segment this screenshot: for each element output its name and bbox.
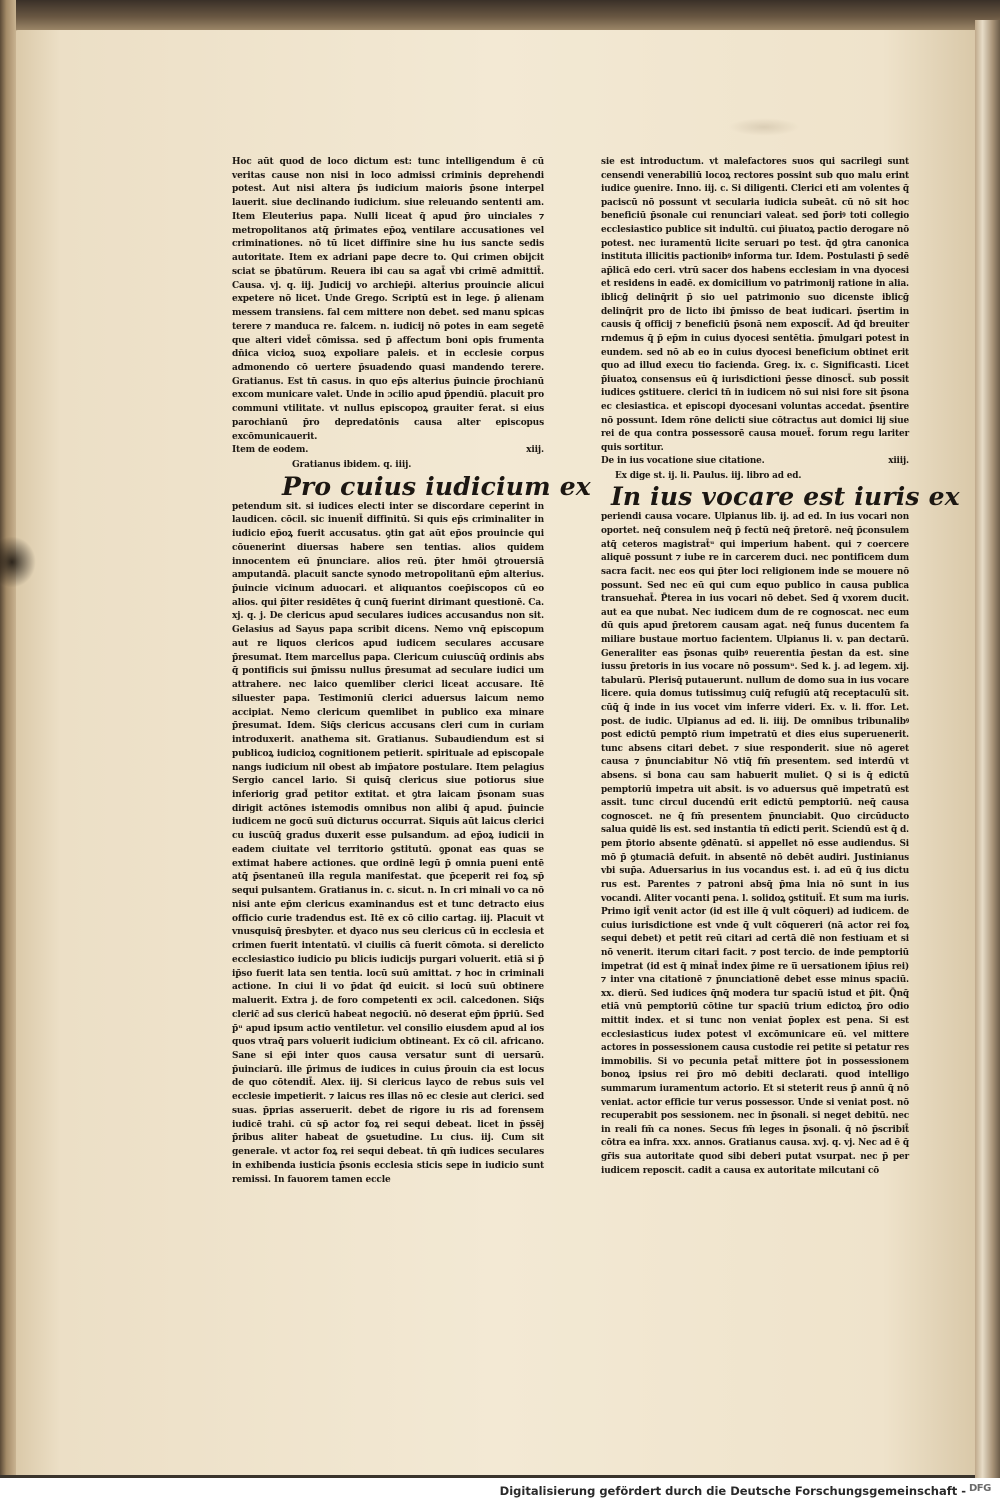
left-reference-label: Item de eodem. (232, 445, 309, 456)
right-reference-number: xiiij. (888, 456, 909, 467)
book-left-edge (0, 0, 16, 1475)
page-stain (728, 118, 800, 136)
ink-blot (0, 532, 40, 592)
left-body-text-2: petendum sit. si iudices electi inter se discordare ceperint in laudicen. cōcil. sic inuenit̄ diffinitū. Si quis ep̄s criminaliter in iudicio ep̄oꝝ fuerit accusatus. ꝯtin gat aūt ep̄os prouincie qui cōuenerint diuersas habere sen tentias. alios quidem innocentem eū p̄nunciare. alios reū. p̄ter hmōi ꝯtrouersiā amputandā. placuit sancte synodo metropolitanū ep̄m alterius. p̄uincie vicinum aduocari. et aliquantos coep̄iscopos cū eo alios. qui p̄iter residētes q̄ cunq̄ fuerint dirimant questionē. Ca. xj. q. j. De clericus apud seculares iudices accusandus non sit. Gelasius ad Sayus papa scribit dicens. Nemo vnq̄ episcopum aut re liquos clericos apud iudicem seculares accusare p̄resumat. Item marcellus papa. Clericum cuiuscūq̄ ordinis abs q̄ pontificis sui p̄missu nullus p̄resumat ad seculare iudici um attrahere. nec laico quemliber clerici liceat accusare. Itē siluester papa. Testimoniū clerici aduersus laicum nemo accipiat. Nemo clericum quemlibet in publico exa minare p̄resumat. Idem. Siq̄s clericus accusans cleri cum in curiam introduxerit. anathema sit. Gratianus. Subaudiendum est si publicoꝝ iudicioꝝ cognitionem petierit. spirituale ad episcopale nangs iudicium nil obest ab imp̄atore postulare. Item pelagius Sergio cancel lario. Si quisq̄ clericus siue potiorus siue inferiorig grad̄ petitor extitat. et ꝯtra laicam p̄sonam suas dirigit actōnes istemodis omnibus non alibi q̄ apud. p̄uincie iudicem ne gocū suū dicturus occurrat. Siquis aūt laicus clerici cu iuscūq̄ gradus duxerit esse pulsandum. ad ep̄oꝝ iudicii in eadem ciuitate vel territorio ꝯstitutū. ꝯponat eas quas se extimat habere actiones. que ordinē legū p̄ omnia pueni entē atq̄ p̄sentaneū illa regula manifestat. que p̄ceperit rei foꝝ sp̄ sequi pulsantem. Gratianus in. c. sicut. n. In cri minali vo ca nō nisi ante ep̄m clericus examinandus est et tunc detracto eius officio curie tradendus est. Itē ex cō cilio cartag. iij. Placuit vt vnusquisq̄ p̄resbyter. et dyaco nus seu clericus cū in ecclesia et crimen fuerit intentatū. vl ciuilis cā fuerit cōmota. si derelicto ecclesiastico iudicio pu blicis iudicijs purgari voluerit. etiā si p̄ ip̄so fuerit lata sen tentia. locū suū amittat. ⁊ hoc in criminali actione. In ciui li vo p̄dat q̄d euicit. si locū suū obtinere maluerit. Extra j. de foro competenti ex ɔcil. calcedonen. Siq̄s cleric̄ ad̄ sus clericū habeat negociū. nō deserat ep̄m p̄priū. Sed p̄ᵘ apud ipsum actio ventiletur. vel consilio eiusdem apud al ios quos vtraq̄ pars voluerit iudicium obtineant. Ex cō cil. africano. Sane si ep̄i inter quos causa versatur sunt di uersarū. p̄uinciarū. ille p̄rimus de iudices in cuius p̄rouin cia est locus de quo cōtendit̄. Alex. iij. Si clericus layco de rebus suis vel ecclesie impetierit. ⁊ laicus res illas nō ec clesie aut clerici. sed suas. p̄prias asseruerit. debet de rigore iu ris ad forensem iudicē trahi. cū sp̄ actor foꝝ rei sequi debeat. licet in p̄ssēj p̄ribus aliter habeat de ꝯsuetudine. Lu cius. iij. Cum sit generale. vt actor foꝝ rei sequi debeat. tn̄ qm̄ iudices seculares in exhibenda iusticia p̄sonis ecclesia sticis sepe in iudicio sunt remissi. In fauorem tamen eccle (232, 501, 544, 1185)
left-body-text-1: Hoc aūt quod de loco dictum est: tunc intelligendum ē cū veritas cause non nisi in loco admissi criminis deprehendi potest. Aut nisi altera p̄s iudicium maioris p̄sone interpel lauerit. siue declinando iudicium. siue releuando sententi am. Item Eleuterius papa. Nulli liceat q̄ apud p̄ro uinciales ⁊ metropolitanos atq̄ p̄rimates ep̄oꝝ ventilare accusationes vel criminationes. nō tū licet diffinire sine hu ius sancte sedis autoritate. Item ex adriani pape decre to. Qui crimen obijcit sciat se p̄batūrum. Reuera ibi cau sa agat̄ vbi crimē admittit̄. Causa. vj. q. iij. Judicij vo archiep̄i. alterius prouincie alicui expetere nō licet. Unde Grego. Scriptū est in lege. p̄ alienam messem transiens. fal cem mittere non debet. sed manu spicas terere ⁊ manduca re. falcem. n. iudicij nō potes in eam segetē que alteri videt̄ cōmissa. sed p̄ affectum boni opis frumenta dn̄ica vicioꝝ suoꝝ expoliare paleis. et in ecclesie corpus admonendo cō uertere p̄suadendo quasi mandendo terere. Gratianus. Est tn̄ casus. in quo ep̄s alterius p̄uincie p̄rochianū excom municare valet. Unde in ɔcilio apud p̄pendiū. placuit pro communi vtilitate. vt nullus episcopoꝝ grauiter ferat. si eius parochianū p̄ro depredatōnis causa alter episcopus excōmunicauerit. (232, 157, 544, 442)
right-body-text-1: sie est introductum. vt malefactores suos qui sacrilegi sunt censendi venerabiliū locoꝝ rectores possint sub quo malu erint iudice ꝯuenire. Inno. iij. c. Si diligenti. Clerici eti am volentes q̄ paciscū nō possunt vt secularia iudicia subeāt. cū nō sit hoc beneficiū p̄sonale cui renunciari valeat. sed p̄oriꝰ toti collegio ecclesiastico publice sit indultū. cui p̄iuatoꝝ pactio derogare nō potest. nec iuramentū licite seruari po test. q̄d ꝯtra canonica instituta illicitis pactionibꝰ informa tur. Idem. Postulasti p̄ sedē ap̄licā edo ceri. vtrū sacer dos habens ecclesiam in vna dyocesi et residens in eadē. ex domicilium vo patrimonij ratione in alia. iblicḡ delinq̄rit p̄ sio uel patrimonio suo dicenste iblicḡ delinq̄rit pro de licto ibi p̄misso de beat iudicari. p̄sertim in causis q̄ officij ⁊ beneficiū p̄sonā nem exposcit̄. Ad q̄d breuiter rndemus q̄ p̄ ep̄m in cuius dyocesi sentētia. p̄mulgari potest in eundem. sed nō ab eo in cuius dyocesi beneficium obtinet erit quo ad illud execu tio facienda. Greg. ix. c. Significasti. Licet p̄iuatoꝝ consensus eū q̄ iurisdictioni p̄esse dinosct̄. sub possit iudices ꝯstituere. clerici tn̄ in iudicem nō sui nisi fore sit p̄sona ec clesiastica. et episcopi dyocesani voluntas accedat. p̄sentire nō possunt. Idem rōne delicti siue cōtractus aut domici lij siue rei de qua contra possessorē causa mouet̄. forum regu lariter quis sortitur. (601, 157, 909, 453)
dfg-logo: DFG (969, 1483, 991, 1494)
footer-credit: Digitalisierung gefördert durch die Deutsche Forschungsgemeinschaft - (499, 1484, 966, 1498)
left-text-column (232, 156, 591, 1187)
right-display-initial-line: In ius vocare est iuris ex (611, 482, 960, 512)
right-text-column (601, 156, 960, 1178)
right-reference-heading (601, 455, 909, 469)
right-reference-label: De in ius vocatione siue citatione. (601, 456, 765, 467)
left-reference-number: xiij. (526, 445, 544, 456)
right-body-text-2: periendi causa vocare. Ulpianus lib. ij. ad ed. In ius vocari non oportet. neq̄ consulem neq̄ p̄ fectū neq̄ p̄retorē. neq̄ p̄consulem atq̄ ceteros magistrat̄ᵘ qui imperium habent. qui ⁊ coercere aliquē possunt ⁊ iube re in carcerem duci. nec pontificem dum sacra facit. nec eos qui p̄ter loci religionem inde se mouere nō possunt. Sed nec eū qui cum equo publico in causa publica transuehat̄. P̄terea in ius vocari nō debet. Sed q̄ vxorem ducit. aut ea que nubat. Nec iudicem dum de re cognoscat. nec eum dū quis apud p̄retorem causam agat. neq̄ funus ducentem fa miliare bustaue mortuo facientem. Ulpianus li. v. pan dectarū. Generaliter eas p̄sonas quibꝰ reuerentia p̄estan da est. sine iussu p̄retoris in ius vocare nō possumᵘ. Sed k. j. ad legem. xij. tabularū. Plerisq̄ putauerunt. nullum de domo sua in ius vocare licere. quia domus tutissimuꝫ cuiq̄ refugiū atq̄ receptaculū sit. cūq̄ q̄ inde in ius vocet vim inferre videri. Ex. v. li. ffor. Let. post. de iudic. Ulpianus ad ed. li. iiij. De omnibus tribunalibꝰ post edictū pemptō rium impetratū et dies eius superuenerit. tunc absens citari debet. ⁊ siue responderit. siue nō ageret causa ⁊ p̄nunciabitur Nō vtiq̄ fm̄ presentem. sed interdū vt absens. si bona cau sam habuerit muliet. Q si is q̄ edictū pemptoriū impetra uit absit. is vo aduersus quē impetratū est assit. tunc circul ducendū erit edictū pemptoriū. neq̄ causa cognoscet. ne q̄ fm̄ presentem p̄nunciabit. Quo circūducto salua quidē lis est. sed instantia tn̄ edicti perit. Sciendū est q̄ d. pem p̄torio absente ꝯdēnatū. si appellet nō esse audiendus. Si mō p̄ ꝯtumaciā defuit. in absentē nō debēt audiri. Justinianus vbi sup̄a. Aduersarius in ius vocandus est. i. ad eū q̄ ius dictu rus est. Parentes ⁊ patroni absq̄ p̄ma lnia nō sunt in ius vocandi. Aliter vocanti pena. l. solidoꝝ ꝯstituit̄. Et sum ma iuris. Primo igit̄ venit actor (id est ille q̄ vult cōqueri) ad iudicem. de cuius iurisdictione est vnde q̄ vult cōquereri (nā actor rei foꝝ sequi debet) et petit reū citari ad certā diē non festiuam et si nō venerit. iterum citari facit. ⁊ post tercio. de inde pemptoriū impetrat (id est q̄ minat̄ index p̄ime re u̅ uersationem ip̄ius rei) ⁊ inter vna citationē ⁊ p̄nunciationē debet esse minus spaciū. xx. dierū. Sed iudices q̄nq̄ modera tur spaciū istud et p̄it. Q̄nq̄ etiā vnū pemptoriū cōtine tur spaciū trium edictoꝝ p̄ro odio mittit index. et si tunc non veniat p̄oplex est pena. Si est ecclesiasticus iudex potest vl excōmunicare eū. vel mittere actores in possessionem causa custodie rei petite si petatur res immobilis. Si vo pecunia petat̄ mittere p̄ot in possessionem bonoꝝ ipsius rei p̄ro mō debiti declarati. quod intelligo summarum iuramentum actorio. Et si steterit reus p̄ annū q̄ nō veniat. actor efficie tur verus possessor. Unde si veniat post. nō recuperabit pos sessionem. nec in p̄sonali. si neget debitū. nec in reali fm̄ ca nones. Secus fm̄ leges in p̄sonali. q̄ nō p̄scribit̄ cōtra ea infra. xxx. annos. Gratianus causa. xvj. q. vj. Nec ad ē q̄ gr̄is sua autoritate quod sibi deberi putat vsurpat. nec p̄ per iudicem reposcit. cadit a causa ex autoritate milcutani cō (601, 512, 909, 1176)
left-display-initial-line: Pro cuius iudicium ex (282, 471, 591, 501)
left-reference-heading (232, 444, 544, 458)
book-right-edge (975, 20, 1000, 1478)
right-sub-heading: Ex dige st. ij. li. Paulus. iij. libro ad ed. (615, 470, 802, 481)
left-sub-heading: Gratianus ibidem. q. iiij. (292, 459, 412, 470)
